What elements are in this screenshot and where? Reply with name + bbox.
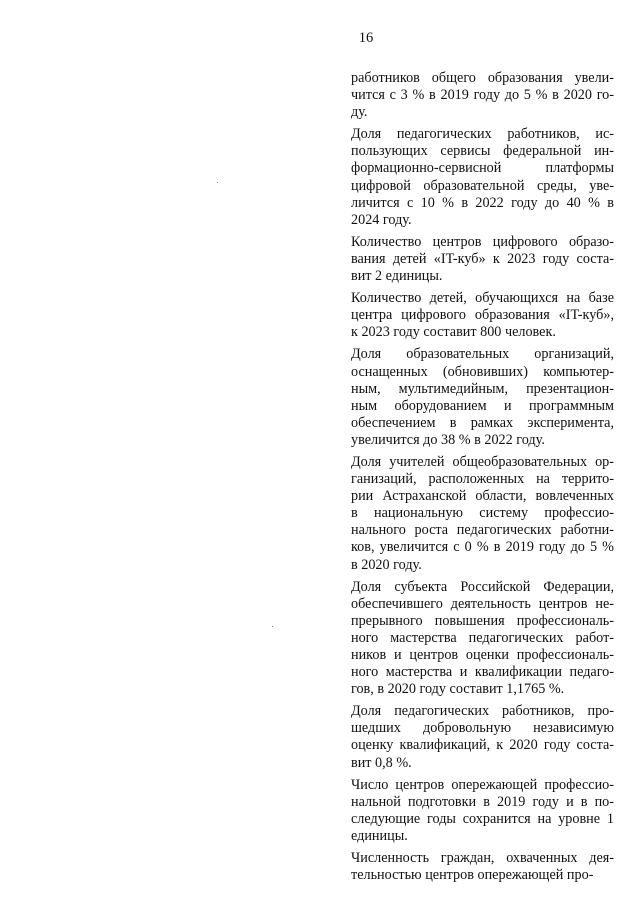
- text-line: центра цифрового образования «IT-куб»,: [351, 307, 614, 324]
- text-line: Количество центров цифрового образо-: [351, 233, 614, 250]
- text-line: в национальную систему профессио-: [351, 505, 614, 522]
- paragraph: [351, 703, 614, 771]
- text-line: вания детей «IT-куб» к 2023 году соста-: [351, 250, 614, 267]
- text-line: Доля педагогических работников, ис-: [351, 126, 614, 143]
- text-line: нальной подготовки в 2019 году и в по-: [351, 793, 614, 810]
- text-line: гов, в 2020 году составит 1,1765 %.: [351, 681, 565, 698]
- text-column: [351, 70, 614, 889]
- text-line: работников общего образования увели-: [351, 70, 614, 86]
- text-line: ду.: [351, 104, 368, 121]
- text-line: ного мастерства педагогических работ-: [351, 629, 614, 646]
- text-line: Доля образовательных организаций,: [351, 346, 614, 363]
- text-line: формационно-сервисной платформы: [351, 160, 614, 177]
- text-line: пользующих сервисы федеральной ин-: [351, 143, 614, 160]
- text-line: следующие годы сохранится на уровне 1: [351, 810, 614, 827]
- text-line: шедших добровольную независимую: [351, 720, 614, 737]
- scan-speck: [217, 182, 218, 183]
- paragraph: [351, 290, 614, 341]
- text-line: оценку квалификаций, к 2020 году соста-: [351, 737, 614, 754]
- text-line: тельностью центров опережающей про-: [351, 867, 594, 884]
- text-line: ков, увеличится с 0 % в 2019 году до 5 %: [351, 539, 614, 556]
- text-line: нального роста педагогических работни-: [351, 522, 614, 539]
- text-line: к 2023 году составит 800 человек.: [351, 324, 556, 341]
- text-line: ного мастерства и квалификации педаго-: [351, 664, 614, 681]
- paragraph: [351, 850, 614, 884]
- text-line: ганизаций, расположенных на террито-: [351, 471, 614, 488]
- text-line: Доля субъекта Российской Федерации,: [351, 578, 614, 595]
- paragraph: [351, 126, 614, 229]
- text-line: чится с 3 % в 2019 году до 5 % в 2020 го-: [351, 87, 614, 104]
- paragraph: [351, 346, 614, 449]
- text-line: оснащенных (обновивших) компьютер-: [351, 363, 614, 380]
- paragraph: [351, 777, 614, 845]
- text-line: Число центров опережающей профессио-: [351, 776, 614, 793]
- text-line: личится с 10 % в 2022 году до 40 % в: [351, 194, 614, 211]
- text-line: увеличится до 38 % в 2022 году.: [351, 431, 545, 448]
- text-line: Количество детей, обучающихся на базе: [351, 290, 614, 307]
- text-line: вит 0,8 %.: [351, 754, 412, 771]
- paragraph: [351, 234, 614, 285]
- text-line: рии Астраханской области, вовлеченных: [351, 488, 614, 505]
- text-line: вит 2 единицы.: [351, 268, 443, 285]
- page-number: 16: [358, 30, 374, 46]
- text-line: цифровой образовательной среды, уве-: [351, 177, 614, 194]
- paragraph: [351, 454, 614, 574]
- text-line: Доля педагогических работников, про-: [351, 703, 614, 720]
- text-line: Доля учителей общеобразовательных ор-: [351, 453, 614, 470]
- paragraph: [351, 70, 614, 121]
- text-line: Численность граждан, охваченных дея-: [351, 850, 614, 867]
- text-line: в 2020 году.: [351, 556, 422, 573]
- text-line: ников и центров оценки профессиональ-: [351, 647, 614, 663]
- text-line: обеспечением в рамках эксперимента,: [351, 414, 614, 431]
- paragraph: [351, 579, 614, 699]
- text-line: единицы.: [351, 827, 408, 844]
- text-line: 2024 году.: [351, 211, 412, 228]
- text-line: обеспечившего деятельность центров не-: [351, 595, 614, 612]
- text-line: ным оборудованием и программным: [351, 397, 614, 414]
- scan-speck: [272, 626, 273, 627]
- text-line: прерывного повышения профессиональ-: [351, 612, 614, 629]
- text-line: ным, мультимедийным, презентацион-: [351, 380, 614, 397]
